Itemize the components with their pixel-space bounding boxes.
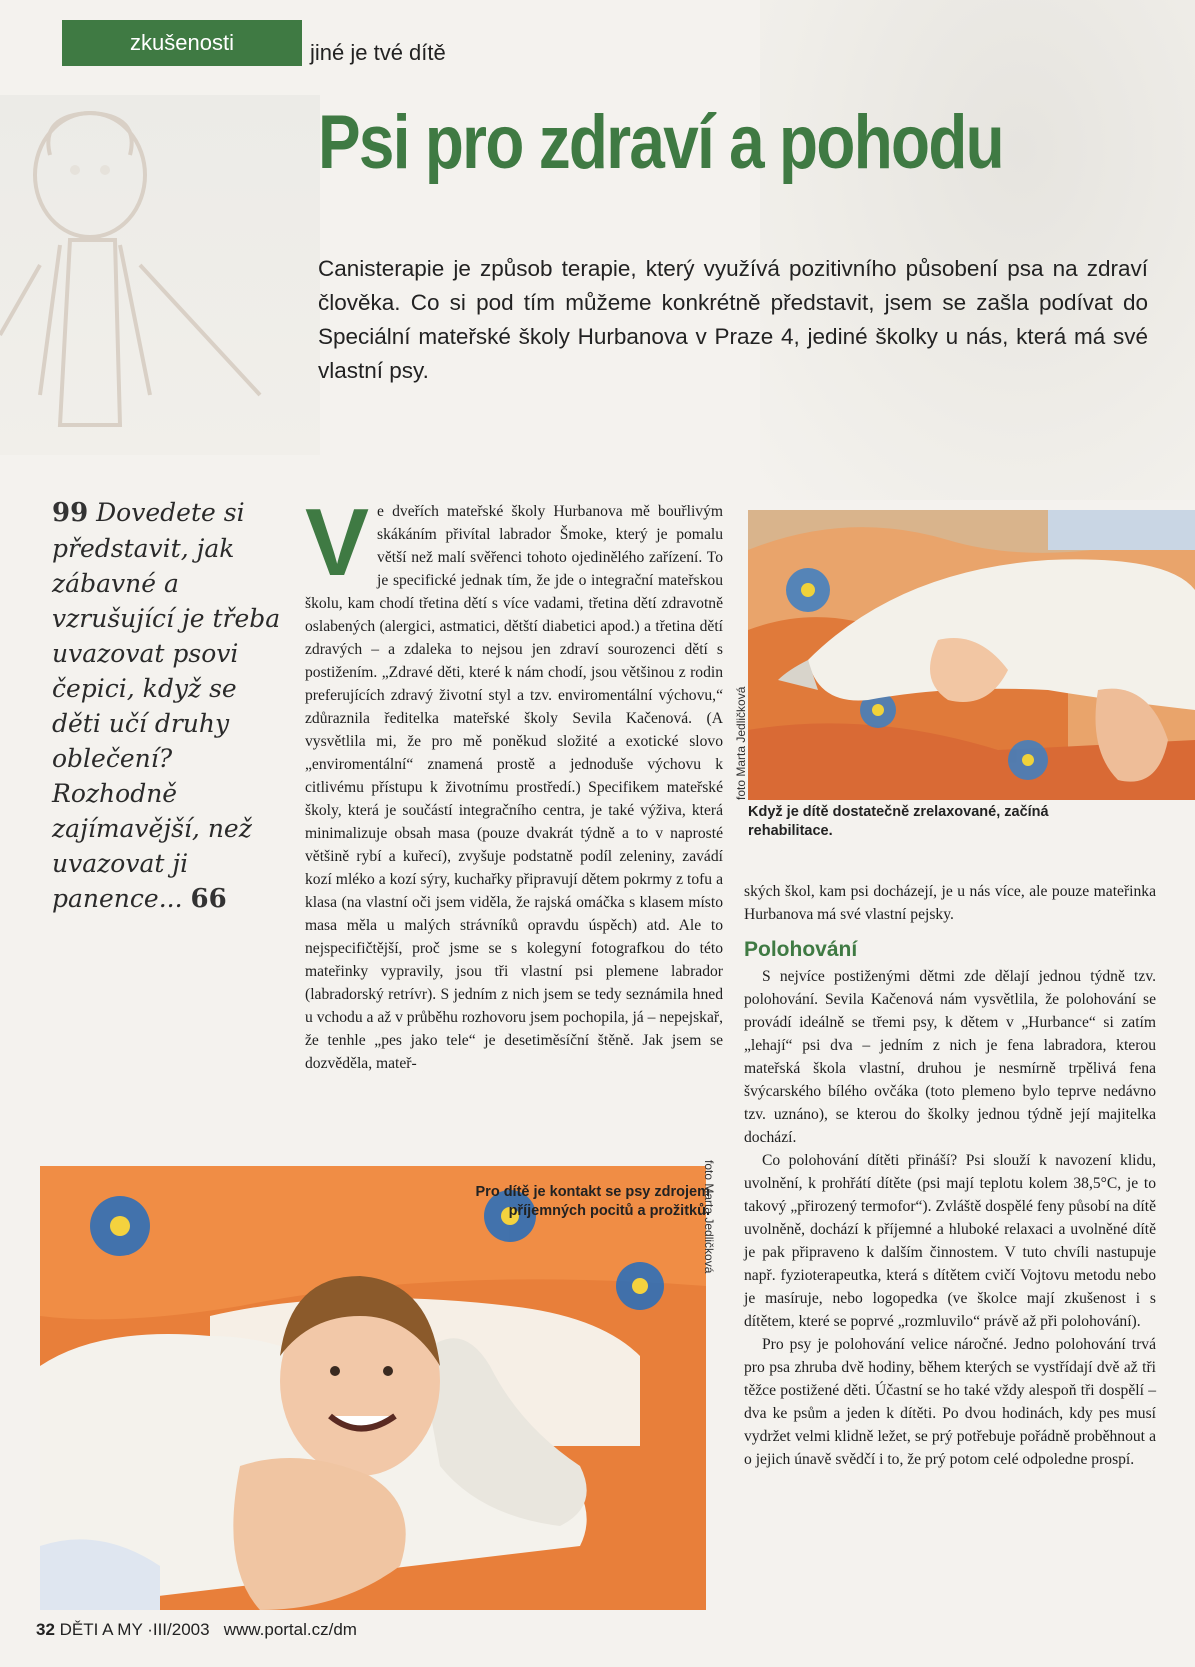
photo2-credit: foto Marta Jedličková <box>702 1160 716 1274</box>
photo1-credit: foto Marta Jedličková <box>734 686 748 800</box>
section-tag[interactable]: zkušenosti <box>62 20 302 66</box>
body-paragraph: Pro psy je polohování velice náročné. Jedno polohování trvá pro psa zhruba dvě hodiny, během kterých se vystřídají dvě až tři těžce postižené děti. Účastní se ho také vždy alespoň tři dospělí – dva ke psům a jeden k dítěti. Po dvou hodinách, kdy pes musí vydržet velmi klidně ležet, se prý potřebuje pořádně proběhnout a o jejich únavě svědčí i to, že prý potom celé odpoledne prospí. <box>744 1336 1156 1468</box>
background-faded-photo <box>760 0 1195 500</box>
quote-close-mark: 66 <box>190 884 227 914</box>
article-column-right <box>744 880 1156 1471</box>
article-column-left <box>305 489 723 1075</box>
photo-dog-and-child-legs <box>748 510 1195 800</box>
body-paragraph: S nejvíce postiženými dětmi zde dělají jednou týdně tzv. polohování. Sevila Kačenová nám vysvětlila, že polohování se provádí ideálně se třemi psy, k dětem v „Hurbance“ si zatím „lehají“ psi dva – jedním z nich je fena labradora, kterou mateřská škola vlastní, druhou je nesmírně trpělivá fena švýcarského bílého ovčáka (toto plemeno bylo teprve nedávno tzv. uznáno), se kterou do školky jednou týdně její majitelka dochází. <box>744 968 1156 1146</box>
photo1-caption: Když je dítě dostatečně zrelaxované, začíná rehabilitace. <box>748 804 1049 839</box>
magazine-url[interactable]: www.portal.cz/dm <box>223 1620 357 1639</box>
pull-quote <box>52 495 284 917</box>
photo-girl-with-dog <box>40 1166 706 1610</box>
quote-open-mark: 99 <box>52 498 89 528</box>
photo2-caption: Pro dítě je kontakt se psy zdrojem příjemných pocitů a prožitků. <box>475 1184 710 1219</box>
pull-quote-text: Dovedete si představit, jak zábavné a vzrušující je třeba uvazovat psovi čepici, když se děti učí druhy oblečení? Rozhodně zajímavější, než uvazovat ji panence... <box>52 498 281 913</box>
background-child-drawing <box>0 95 320 455</box>
subheading: Polohování <box>744 938 858 961</box>
drop-cap: V <box>305 489 370 596</box>
body-paragraph: Co polohování dítěti přináší? Psi slouží k navození klidu, uvolnění, k prohřátí dítěte (psi mají teplotu kolem 38,5°C, je to takový „přirozený termofor“). Zvláště dospělé feny působí na dítě uvolněně, dochází k příjemné a hluboké relaxaci a uvolněné dítě je pak připraveno k dalším činnostem. V tuto chvíli nastupuje např. fyzioterapeutka, která s dítětem cvičí Vojtovu metodu nebo je masíruje, nebo logopedka (ve školce mají zkušenost i s dítětem, které se poprvé „rozmluvilo“ právě až při polohování). <box>744 1152 1156 1330</box>
page-footer <box>36 1620 357 1640</box>
page-number: 32 <box>36 1620 55 1639</box>
body-paragraph: ských škol, kam psi docházejí, je u nás více, ale pouze mateřinka Hurbanova má své vlastní pejsky. <box>744 883 1156 923</box>
article-title: Psi pro zdraví a pohodu <box>318 100 1003 185</box>
article-lead: Canisterapie je způsob terapie, který využívá pozitivního působení psa na zdraví člověka. Co si pod tím můžeme konkrétně představit, jsem se zašla podívat do Speciální mateřské školy Hurbanova v Praze 4, jediné školky u nás, která má své vlastní psy. <box>318 256 1148 383</box>
body-paragraph: e dveřích mateřské školy Hurbanova mě bouřlivým skákáním přivítal labrador Šmoke, který je pomalu větší než malí svěřenci tohoto ojedinělého zařízení. To je specifické jednak tím, že jde o integrační mateřskou školu, kam chodí třetina dětí s více vadami, třetina dětí zdravotně oslabených (alergici, astmatici, dětští diabetici apod.) a třetina dětí zdravých – a zdaleka to nejsou jen zdraví sourozenci dětí s postižením. „Zdravé děti, které k nám chodí, jsou většinou z rodin preferujících zdravý životní styl a tzv. enviromentální výchovu,“ zdůraznila ředitelka mateřské školy Sevila Kačenová. (A vysvětlila mi, že pro mě poněkud složité a exotické slovo „enviromentální“ znamená prostě a jednoduše výchovu k citlivému přístupu k životnímu prostředí.) Specifikem mateřské školy, která je součástí integračního centra, je také výživa, která minimalizuje obsah masa (pouze dvakrát týdně a to v naprosté většině rybí a kuřecí), zvyšuje podstatně podíl zeleniny, zavádí kozí mléko a kozí sýry, kuchařky připravují dětem pokrmy z tofu a klasa (na vlastní oči jsem viděla, že rajská omáčka s klasem místo masa měla u malých strávníků opravdu úspěch) atd. Ale to nejspecifičtější, proč jsme se s kolegyní fotografkou do této mateřinky vypravily, jsou tři vlastní psi plemene labrador (labradorský retrívr). S jedním z nich jsem se tedy seznámila hned u vchodu a až v průběhu rozhovoru jsem pochopila, já – nepejskař, že tenhle „pes jako tele“ je desetiměsíční štěně. Jak jsem se dozvěděla, mateř- <box>305 503 723 1072</box>
section-subtitle: jiné je tvé dítě <box>310 40 446 65</box>
magazine-issue: DĚTI A MY ·III/2003 <box>59 1620 210 1639</box>
